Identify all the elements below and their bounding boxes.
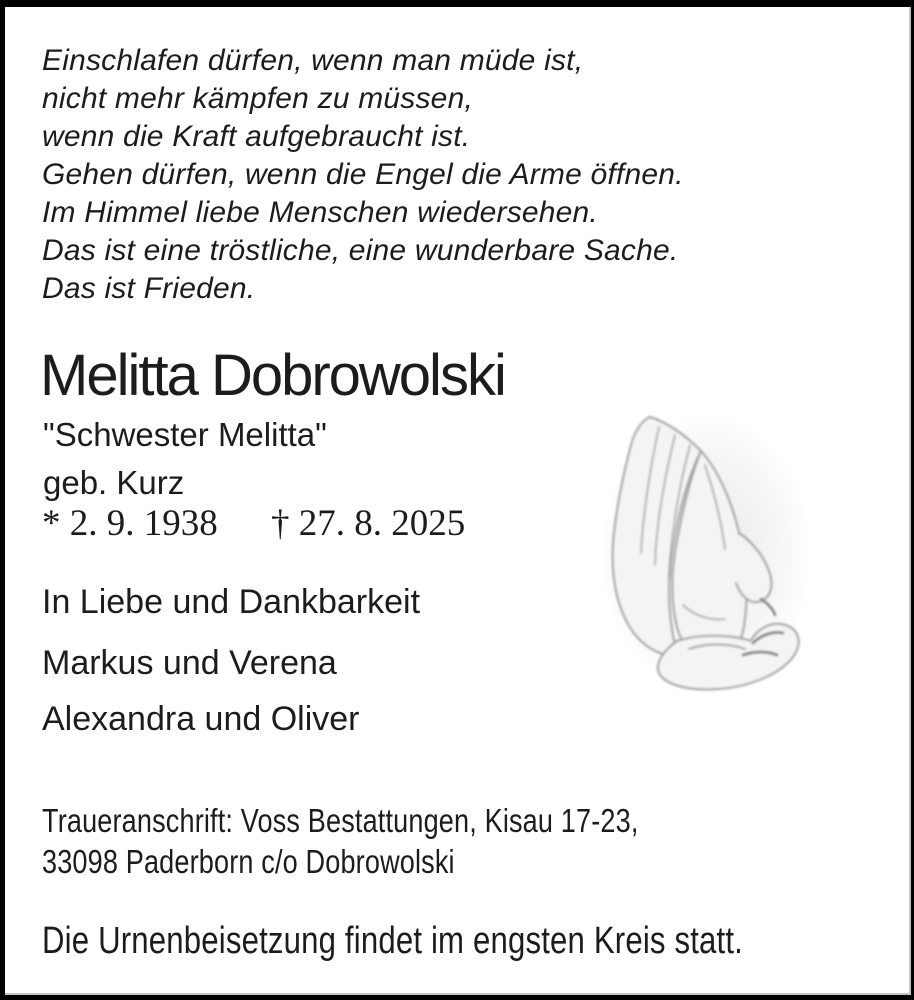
- birth-date: * 2. 9. 1938: [42, 503, 218, 544]
- death-date: † 27. 8. 2025: [271, 503, 466, 544]
- poem-line: Im Himmel liebe Menschen wiedersehen.: [42, 196, 598, 229]
- mourning-address-line: Traueranschrift: Voss Bestattungen, Kisau 17-23,: [42, 802, 639, 839]
- praying-hands-icon: [593, 403, 823, 700]
- mourning-address: [42, 800, 769, 882]
- funeral-note: Die Urnenbeisetzung findet im engsten Kreis statt.: [42, 920, 744, 962]
- deceased-nickname: "Schwester Melitta": [43, 416, 327, 453]
- poem-line: Das ist eine tröstliche, eine wunderbare Sache.: [42, 234, 679, 267]
- poem-line: nicht mehr kämpfen zu müssen,: [42, 82, 473, 115]
- praying-hands-image: [593, 403, 823, 700]
- poem-line: Einschlafen dürfen, wenn man müde ist,: [42, 44, 584, 77]
- poem-line: wenn die Kraft aufgebraucht ist.: [42, 120, 471, 153]
- poem-line: Gehen dürfen, wenn die Engel die Arme öffnen.: [42, 158, 684, 191]
- deceased-maiden-name: geb. Kurz: [43, 464, 185, 501]
- tribute-line: In Liebe und Dankbarkeit: [42, 583, 421, 621]
- deceased-name: Melitta Dobrowolski: [40, 343, 505, 408]
- mourners-line: Alexandra und Oliver: [42, 700, 360, 738]
- life-dates: [42, 502, 465, 545]
- mourning-address-line: 33098 Paderborn c/o Dobrowolski: [42, 843, 455, 880]
- poem: [42, 42, 684, 308]
- mourners-line: Markus und Verena: [42, 644, 337, 682]
- poem-line: Das ist Frieden.: [42, 272, 256, 305]
